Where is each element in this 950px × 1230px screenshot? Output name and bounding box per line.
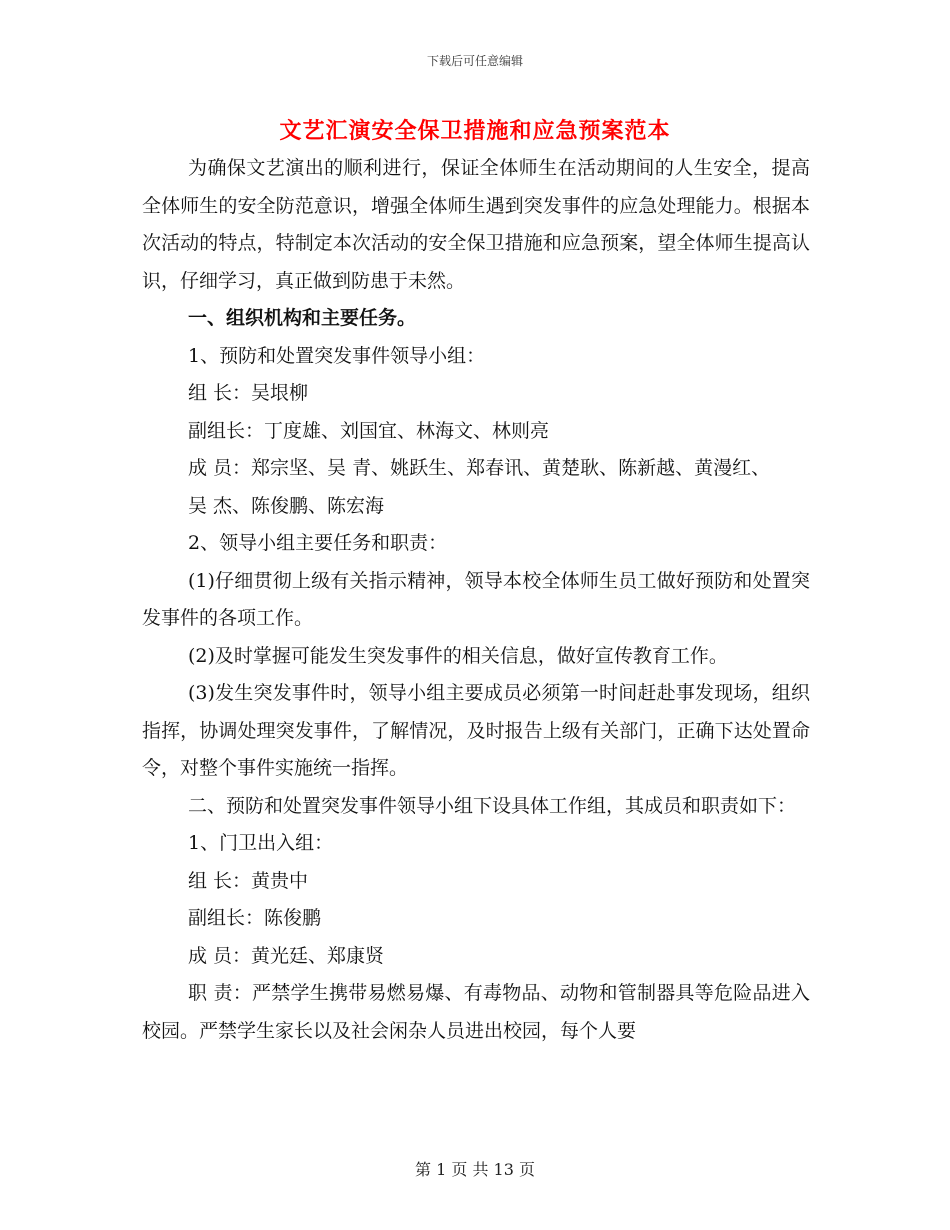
list-item: 成 员：郑宗坚、吴 青、姚跃生、郑春讯、黄楚耿、陈新越、黄漫红、 <box>188 457 771 479</box>
subsection-heading: 2、领导小组主要任务和职责： <box>188 532 448 554</box>
page-footer: 第 1 页 共 13 页 <box>415 1160 535 1179</box>
list-item: 组 长：黄贵中 <box>188 869 309 892</box>
section-heading-2: 二、预防和处置突发事件领导小组下设具体工作组，其成员和职责如下： <box>188 794 797 817</box>
page-header: 下载后可任意编辑 <box>426 54 523 68</box>
list-item: 副组长：陈俊鹏 <box>188 907 322 929</box>
list-item: 吴 杰、陈俊鹏、陈宏海 <box>188 494 385 517</box>
list-item: 组 长：吴垠柳 <box>188 382 309 404</box>
document-body <box>142 150 810 1050</box>
subsection-heading: 1、预防和处置突发事件领导小组： <box>188 344 486 367</box>
section-heading-1: 一、组织机构和主要任务。 <box>188 307 417 329</box>
list-item: 副组长：丁度雄、刘国宜、林海文、林则亮 <box>188 419 550 442</box>
numbered-paragraph: (1)仔细贯彻上级有关指示精神，领导本校全体师生员工做好预防和处置突发事件的各项工作。 <box>142 569 810 629</box>
numbered-paragraph: (2)及时掌握可能发生突发事件的相关信息，做好宣传教育工作。 <box>188 644 728 667</box>
duty-paragraph: 职 责：严禁学生携带易燃易爆、有毒物品、动物和管制器具等危险品进入校园。严禁学生家长以及社会闲杂人员进出校园，每个人要 <box>142 982 810 1042</box>
subsection-heading: 1、门卫出入组： <box>188 832 334 854</box>
document-title: 文艺汇演安全保卫措施和应急预案范本 <box>279 118 671 144</box>
list-item: 成 员：黄光廷、郑康贤 <box>188 944 385 967</box>
intro-paragraph: 为确保文艺演出的顺利进行，保证全体师生在活动期间的人生安全，提高全体师生的安全防范意识，增强全体师生遇到突发事件的应急处理能力。根据本次活动的特点，特制定本次活动的安全保卫措施和应急预案，望全体师生提高认识，仔细学习，真正做到防患于未然。 <box>142 157 810 292</box>
numbered-paragraph: (3)发生突发事件时，领导小组主要成员必须第一时间赶赴事发现场，组织指挥，协调处理突发事件，了解情况，及时报告上级有关部门，正确下达处置命令，对整个事件实施统一指挥。 <box>142 682 810 779</box>
